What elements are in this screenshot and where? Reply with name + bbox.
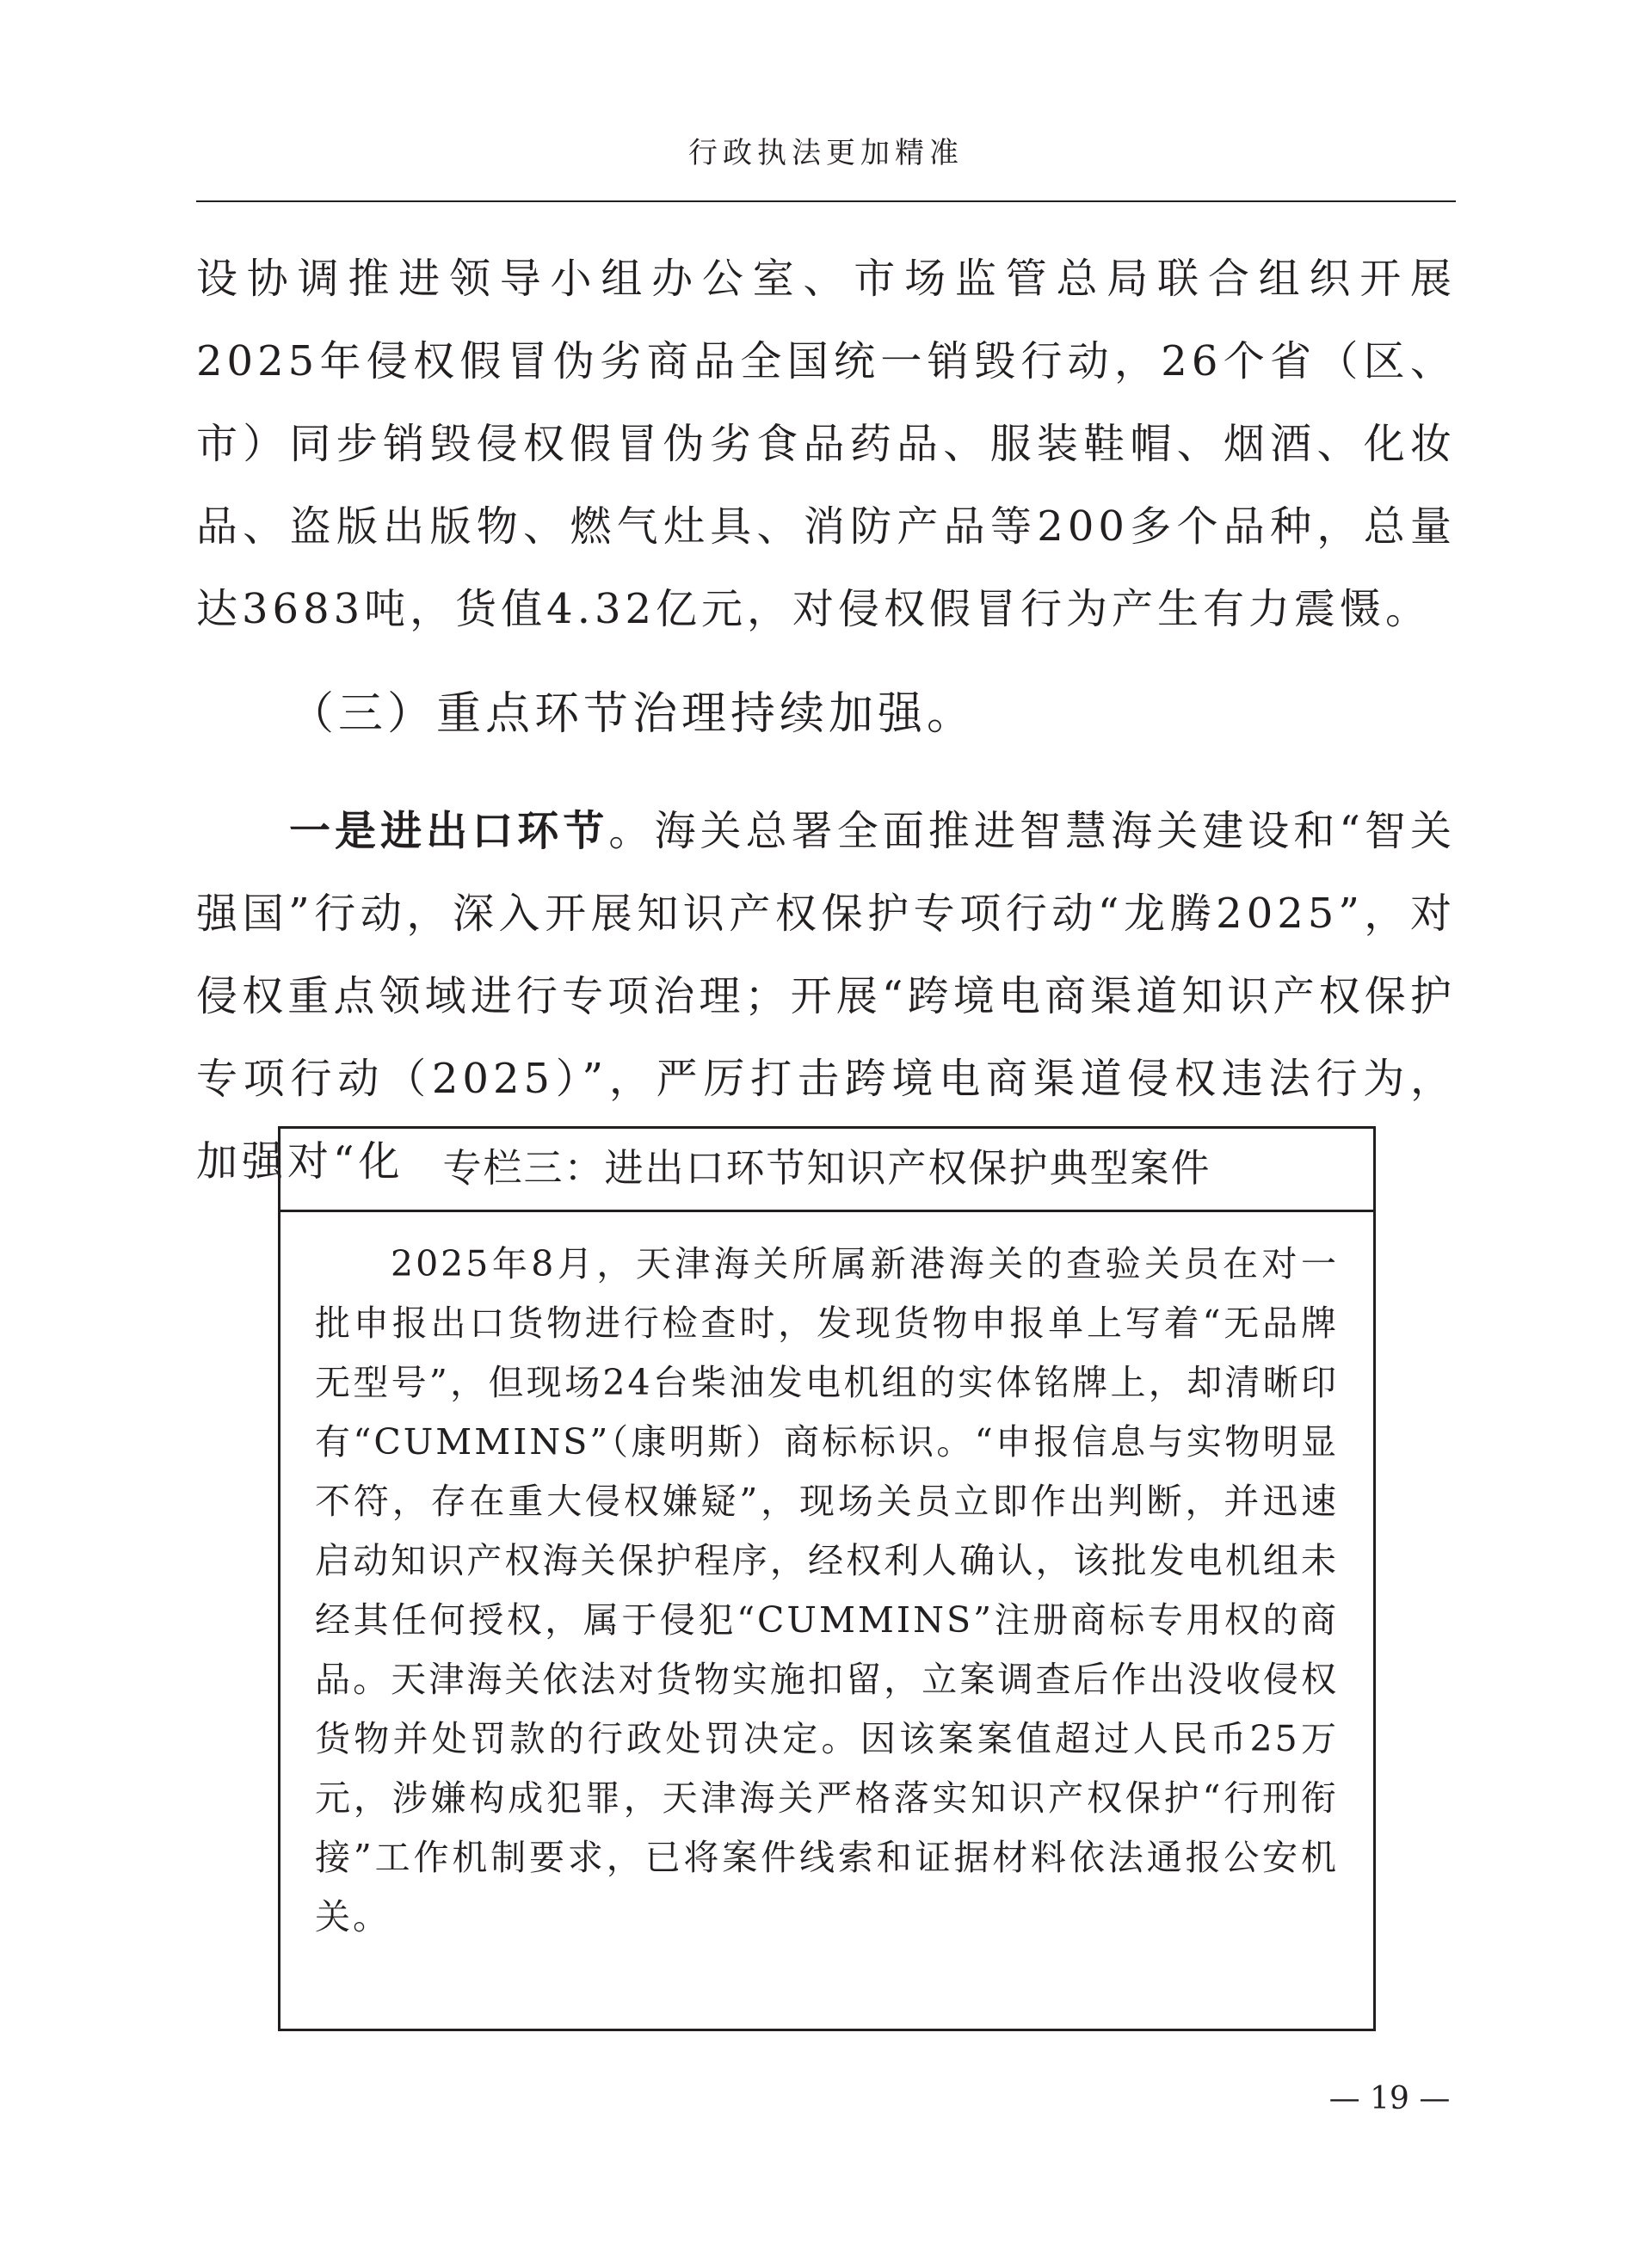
section-heading: （三）重点环节治理持续加强。	[289, 688, 977, 740]
case-study-body: 2025年8月，天津海关所属新港海关的查验关员在对一批申报出口货物进行检查时，发现货物申报单上写着“无品牌无型号”，但现场24台柴油发电机组的实体铭牌上，却清晰印有“CUMMINS”（康明斯）商标标识。“申报信息与实物明显不符，存在重大侵权嫌疑”，现场关员立即作出判断，并迅速启动知识产权海关保护程序，经权利人确认，该批发电机组未经其任何授权，属于侵犯“CUMMINS”注册商标专用权的商品。天津海关依法对货物实施扣留，立案调查后作出没收侵权货物并处罚款的行政处罚决定。因该案案值超过人民币25万元，涉嫌构成犯罪，天津海关严格落实知识产权保护“行刑衔接”工作机制要求，已将案件线索和证据材料依法通报公安机关。	[315, 1243, 1339, 1937]
case-study-box	[278, 1126, 1376, 2031]
page-number: — 19 —	[1328, 2081, 1451, 2116]
case-study-title: 专栏三：进出口环节知识产权保护典型案件	[280, 1129, 1373, 1212]
running-header: 行政执法更加精准	[688, 136, 964, 170]
header-rule	[196, 200, 1456, 202]
paragraph-body: 。海关总署全面推进智慧海关建设和“智关强国”行动，深入开展知识产权保护专项行动“龙腾2025”，对侵权重点领域进行专项治理；开展“跨境电商渠道知识产权保护专项行动（2025）”，严厉打击跨境电商渠道侵权违法行为，加强对“化	[196, 807, 1456, 1186]
paragraph-continuation: 设协调推进领导小组办公室、市场监管总局联合组织开展2025年侵权假冒伪劣商品全国统一销毁行动，26个省（区、市）同步销毁侵权假冒伪劣食品药品、服装鞋帽、烟酒、化妆品、盗版出版物、燃气灶具、消防产品等200多个品种，总量达3683吨，货值4.32亿元，对侵权假冒行为产生有力震慑。	[196, 255, 1456, 633]
paragraph-lead: 一是进出口环节	[289, 807, 609, 855]
